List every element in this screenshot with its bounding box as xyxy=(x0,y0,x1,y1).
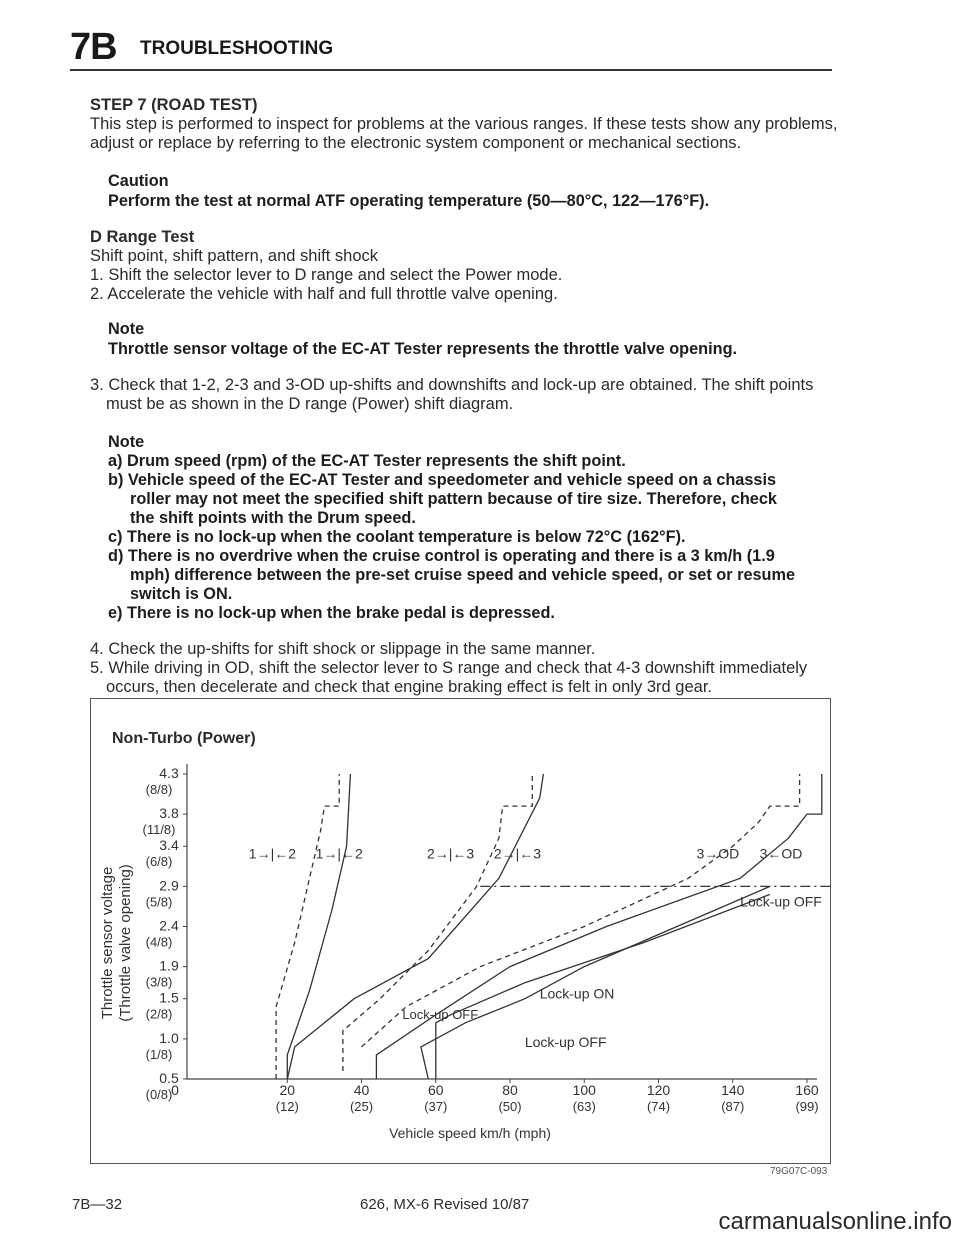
annotation-2-1-down: 1→|←2 xyxy=(315,845,363,862)
header-divider xyxy=(70,69,832,71)
series-line-2-3-upshift xyxy=(287,774,543,1079)
step-intro-line2: adjust or replace by referring to the electronic system component or mechanical sections. xyxy=(90,134,742,152)
x-tick-label: 80 xyxy=(502,1082,518,1098)
section-title: TROUBLESHOOTING xyxy=(140,38,334,59)
y-tick-sublabel: (3/8) xyxy=(145,974,173,990)
y-tick-sublabel: (0/8) xyxy=(145,1087,173,1102)
note2-d2: mph) difference between the pre-set cruise speed and vehicle speed, or set or resume xyxy=(130,566,796,584)
figure-id: 79G07C-093 xyxy=(770,1166,828,1177)
annotation-lockup-off-inner: Lock-up OFF xyxy=(402,1006,479,1022)
x-tick-sublabel: (50) xyxy=(498,1099,522,1114)
watermark: carmanualsonline.info xyxy=(718,1208,952,1235)
chart-axes xyxy=(143,764,819,1114)
y-tick-label: 1.9 xyxy=(159,957,179,974)
chart-title: Non-Turbo (Power) xyxy=(112,730,256,747)
caution-label: Caution xyxy=(108,172,169,190)
annotation-lockup-off-lower: Lock-up OFF xyxy=(524,1033,607,1050)
note2-c: c) There is no lock-up when the coolant temperature is below 72°C (162°F). xyxy=(108,528,686,546)
item5-line1: 5. While driving in OD, shift the selector lever to S range and check that 4-3 downshift immediately xyxy=(90,659,808,677)
note2-label: Note xyxy=(108,433,145,451)
x-tick-sublabel: (63) xyxy=(572,1099,596,1114)
y-tick-sublabel: (6/8) xyxy=(145,854,173,870)
item3-line2: must be as shown in the D range (Power) shift diagram. xyxy=(106,395,514,413)
series-line-1-2-upshift xyxy=(287,774,350,1079)
note2-b3: the shift points with the Drum speed. xyxy=(130,509,416,527)
annotation-lockup-on: Lock-up ON xyxy=(539,985,615,1002)
x-tick-label: 0 xyxy=(171,1082,179,1098)
note2-b1: b) Vehicle speed of the EC-AT Tester and speedometer and vehicle speed on a chassis xyxy=(108,471,777,489)
y-tick-sublabel: (2/8) xyxy=(145,1006,173,1022)
note2-d3: switch is ON. xyxy=(130,585,233,603)
step-intro-line1: This step is performed to inspect for problems at the various ranges. If these tests show any problems, xyxy=(90,115,838,133)
x-tick-label: 40 xyxy=(353,1082,370,1098)
y-tick-label: 2.4 xyxy=(159,917,179,934)
note2-e: e) There is no lock-up when the brake pedal is depressed. xyxy=(108,604,555,622)
y-tick-label: 1.5 xyxy=(159,989,179,1006)
y-axis-label-sub: (Throttle valve opening) xyxy=(117,864,134,1022)
note1-text: Throttle sensor voltage of the EC-AT Tester represents the throttle valve opening. xyxy=(108,340,738,358)
item4: 4. Check the up-shifts for shift shock or slippage in the same manner. xyxy=(90,640,596,658)
x-tick-label: 100 xyxy=(572,1082,596,1098)
item3-line1: 3. Check that 1-2, 2-3 and 3-OD up-shifts and downshifts and lock-up are obtained. The shift points xyxy=(90,376,814,394)
chart-annotations xyxy=(249,845,822,1050)
x-tick-label: 140 xyxy=(721,1082,745,1098)
drange-subtitle: Shift point, shift pattern, and shift shock xyxy=(90,247,378,265)
y-tick-sublabel: (8/8) xyxy=(145,782,173,797)
y-tick-sublabel: (4/8) xyxy=(145,934,173,950)
note2-d1: d) There is no overdrive when the cruise control is operating and there is a 3 km/h (1.9 xyxy=(108,547,775,565)
x-tick-label: 160 xyxy=(795,1082,819,1098)
caution-text: Perform the test at normal ATF operating temperature (50—80°C, 122—176°F). xyxy=(108,192,710,210)
y-tick-sublabel: (11/8) xyxy=(142,822,176,838)
section-number: 7B xyxy=(70,26,117,68)
x-tick-label: 120 xyxy=(646,1082,671,1098)
shift-diagram xyxy=(90,698,831,1164)
x-tick-label: 20 xyxy=(279,1082,296,1098)
annotation-3-2-down: 2→|←3 xyxy=(493,845,542,862)
note1-label: Note xyxy=(108,320,145,338)
x-tick-sublabel: (37) xyxy=(424,1099,448,1114)
y-axis-label: Throttle sensor voltage xyxy=(99,866,116,1020)
series-line-2-1-downshift xyxy=(276,774,339,1079)
y-tick-label: 4.3 xyxy=(159,765,179,781)
x-tick-sublabel: (87) xyxy=(721,1099,745,1114)
y-tick-label: 3.8 xyxy=(159,805,179,822)
x-tick-sublabel: (12) xyxy=(275,1099,299,1114)
series-line-lock-up-off xyxy=(421,886,770,1079)
annotation-2-3-up: 2→|←3 xyxy=(426,845,475,862)
note2-a: a) Drum speed (rpm) of the EC-AT Tester represents the shift point. xyxy=(108,452,626,470)
revision-note: 626, MX-6 Revised 10/87 xyxy=(360,1196,530,1213)
x-tick-sublabel: (25) xyxy=(349,1099,374,1114)
y-tick-label: 1.0 xyxy=(159,1029,179,1046)
drange-item-2: 2. Accelerate the vehicle with half and full throttle valve opening. xyxy=(90,285,558,303)
annotation-3-od-up: 3→OD xyxy=(696,845,740,862)
annotation-1-2-up: 1→|←2 xyxy=(248,845,297,862)
page-number: 7B—32 xyxy=(72,1196,123,1213)
y-tick-label: 2.9 xyxy=(159,877,179,894)
x-tick-sublabel: (74) xyxy=(646,1099,671,1114)
annotation-od-3-down: 3←OD xyxy=(759,845,803,862)
series-line-3-2-downshift xyxy=(343,774,532,1071)
y-tick-label: 3.4 xyxy=(159,837,179,854)
x-tick-label: 60 xyxy=(427,1082,444,1098)
x-axis-label: Vehicle speed km/h (mph) xyxy=(389,1125,551,1141)
x-tick-sublabel: (99) xyxy=(795,1099,819,1114)
annotation-lockup-off-upper: Lock-up OFF xyxy=(740,893,822,910)
step-heading: STEP 7 (ROAD TEST) xyxy=(90,96,258,114)
drange-item-1: 1. Shift the selector lever to D range and select the Power mode. xyxy=(90,266,563,284)
y-tick-sublabel: (1/8) xyxy=(145,1046,173,1062)
drange-heading: D Range Test xyxy=(90,228,195,246)
y-tick-sublabel: (5/8) xyxy=(145,894,173,910)
y-tick-label: 0.5 xyxy=(159,1070,179,1086)
note2-b2: roller may not meet the specified shift pattern because of tire size. Therefore, check xyxy=(130,490,777,508)
item5-line2: occurs, then decelerate and check that engine braking effect is felt in only 3rd gear. xyxy=(106,678,712,696)
